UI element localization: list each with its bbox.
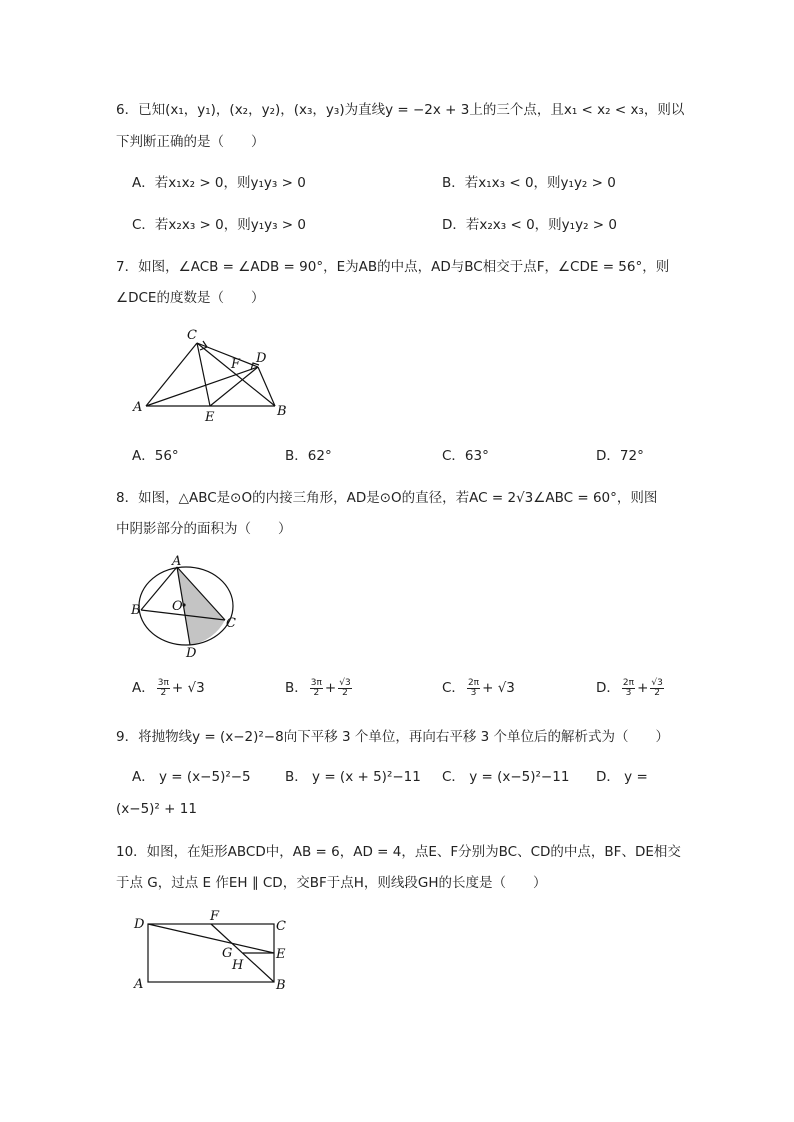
q9-option-d: D． y =	[596, 769, 648, 785]
q8-label-o: O	[172, 599, 183, 614]
q7-option-b: B．62°	[285, 448, 332, 464]
q6-option-b: B．若x₁x₃ < 0，则y₁y₂ > 0	[442, 175, 616, 191]
q8-option-d-fraction: $\frac{2\pi}{3}$	[622, 677, 635, 698]
q8-option-a-fraction: $\frac{3\pi}{2}$	[157, 677, 169, 698]
q6-stem-line2: 下判断正确的是（ ）	[116, 134, 265, 150]
q8-option-d-fraction2: $\frac{√3}{2}$	[651, 677, 663, 698]
q7-option-a: A．56°	[132, 448, 179, 464]
q7-label-d: D	[256, 351, 267, 366]
q7-stem-line2: ∠DCE的度数是（ ）	[116, 290, 265, 306]
q9-option-b: B． y = (x + 5)²−11	[285, 769, 421, 785]
q7-label-a: A	[133, 400, 143, 415]
q6-stem-line1: 6．已知(x₁，y₁)，(x₂，y₂)，(x₃，y₃)为直线y = −2x + 3上的三个点，且x₁ < x₂ < x₃，则以	[116, 102, 685, 118]
q10-label-a: A	[134, 977, 144, 992]
q8-stem-line2: 中阴影部分的面积为（ ）	[116, 521, 292, 537]
q8-option-c: C． $\frac{2\pi}{3}$ + √3	[442, 677, 515, 698]
q7-label-c: C	[187, 328, 197, 343]
q9-stem-line1: 9．将抛物线y = (x−2)²−8向下平移 3 个单位，再向右平移 3 个单位后的解析式为（ ）	[116, 729, 670, 745]
q8-option-c-fraction: $\frac{2\pi}{3}$	[467, 677, 480, 698]
q7-option-c: C．63°	[442, 448, 489, 464]
q10-stem-line2: 于点 G，过点 E 作EH ∥ CD，交BF于点H，则线段GH的长度是（ ）	[116, 875, 547, 891]
q8-option-b: B． $\frac{3\pi}{2}$ + $\frac{√3}{2}$	[285, 677, 351, 698]
q10-label-g: G	[222, 946, 233, 961]
q7-stem-line1: 7．如图，∠ACB = ∠ADB = 90°，E为AB的中点，AD与BC相交于点F，∠CDE = 56°，则	[116, 259, 670, 275]
q7-label-f: F	[231, 357, 241, 372]
q6-option-d: D．若x₂x₃ < 0，则y₁y₂ > 0	[442, 217, 617, 233]
q10-label-h: H	[232, 958, 244, 973]
q8-label-b: B	[131, 603, 141, 618]
q8-label-a: A	[172, 554, 182, 569]
q8-option-b-fraction: $\frac{3\pi}{2}$	[310, 677, 322, 698]
q8-option-d: D． $\frac{2\pi}{3}$ + $\frac{√3}{2}$	[596, 677, 663, 698]
q10-label-c: C	[276, 919, 286, 934]
q7-option-d: D．72°	[596, 448, 644, 464]
q10-stem-line1: 10．如图，在矩形ABCD中，AB = 6，AD = 4，点E、F分别为BC、CD的中点，BF、DE相交	[116, 844, 681, 860]
q8-option-a: A． $\frac{3\pi}{2}$ + √3	[132, 677, 205, 698]
q7-label-b: B	[277, 404, 287, 419]
q6-option-c: C．若x₂x₃ > 0，则y₁y₃ > 0	[132, 217, 306, 233]
q10-label-e: E	[276, 947, 286, 962]
q10-label-b: B	[276, 978, 286, 993]
q10-label-f: F	[210, 909, 220, 924]
q9-option-c: C． y = (x−5)²−11	[442, 769, 570, 785]
q8-stem-line1: 8．如图，△ABC是⊙O的内接三角形，AD是⊙O的直径，若AC = 2√3∠ABC = 60°，则图	[116, 490, 658, 506]
q10-label-d: D	[134, 917, 145, 932]
q9-option-a: A． y = (x−5)²−5	[132, 769, 251, 785]
q9-option-d-continued: (x−5)² + 11	[116, 801, 197, 817]
q8-option-b-fraction2: $\frac{√3}{2}$	[339, 677, 351, 698]
q8-label-d: D	[186, 646, 197, 661]
q7-label-e: E	[205, 410, 215, 425]
q8-label-c: C	[226, 616, 236, 631]
q6-option-a: A．若x₁x₂ > 0，则y₁y₃ > 0	[132, 175, 306, 191]
